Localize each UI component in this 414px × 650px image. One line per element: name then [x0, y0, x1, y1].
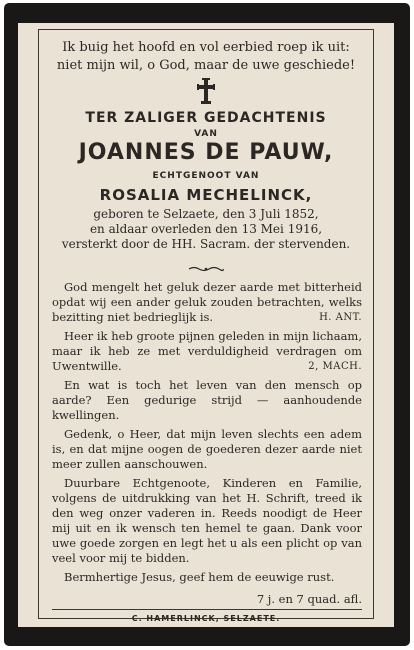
motto-line: Ik buig het hoofd en vol eerbied roep ik uit: [62, 40, 350, 55]
bio-line: geboren te Selzaete, den 3 Juli 1852, [93, 207, 319, 221]
indulgence-note: 7 j. en 7 quad. afl. [256, 592, 362, 606]
heading-ter-zaliger: TER ZALIGER GEDACHTENIS [85, 110, 327, 126]
latin-cross-icon [18, 78, 394, 108]
motto-line: niet mijn wil, o God, maar de uwe geschiede! [56, 58, 356, 73]
paragraph-text: En wat is toch het leven van den mensch op aarde? Een gedurige strijd — aanhoudende kwellingen. [52, 378, 362, 422]
paragraph-reference: H. ANT. [319, 312, 362, 323]
bio-line: versterkt door de HH. Sacram. der stervenden. [61, 237, 351, 251]
deceased-name: JOANNES DE PAUW, [78, 140, 334, 165]
ornament-divider [188, 266, 224, 272]
paragraph-text: Duurbare Echtgenoote, Kinderen en Familie, volgens de uitdrukking van het H. Schrift, treed ik den weg onzer vaderen in. Reeds noodigt de Heer mij uit en ik wensch ten hemel te gaan. Dank voor uwe goede zorgen en legt het u als een plicht op van veel voor mij te bidden. [52, 476, 362, 565]
card-paper [18, 23, 394, 627]
prayer-paragraph [52, 329, 362, 374]
spouse-name: ROSALIA MECHELINCK, [99, 186, 313, 204]
motto [54, 39, 358, 75]
footer-divider [52, 609, 362, 610]
paragraph-text: Bermhertige Jesus, geef hem de eeuwige rust. [64, 570, 335, 584]
prayer-paragraph [52, 476, 362, 566]
prayer-paragraph [52, 427, 362, 472]
prayer-text [52, 280, 362, 589]
printer-imprint: C. HAMERLINCK, SELZAETE. [131, 614, 281, 623]
paragraph-text: Gedenk, o Heer, dat mijn leven slechts een adem is, en dat mijne oogen de goederen dezer aarde niet meer zullen aanschouwen. [52, 427, 362, 471]
heading-van: VAN [194, 129, 218, 139]
spouse-label: ECHTGENOOT VAN [152, 171, 260, 181]
paragraph-text: Heer ik heb groote pijnen geleden in mijn lichaam, maar ik heb ze met verduldigheid verdragen om Uwentwille. [52, 329, 362, 373]
paragraph-reference: 2, MACH. [308, 361, 362, 372]
prayer-paragraph [52, 378, 362, 423]
paragraph-text: God mengelt het geluk dezer aarde met bitterheid opdat wij een ander geluk zouden betrachten, welks bezitting niet bedrieglijk is. [52, 280, 362, 324]
bio-line: en aldaar overleden den 13 Mei 1916, [89, 222, 323, 236]
prayer-paragraph [52, 570, 362, 585]
prayer-paragraph [52, 280, 362, 325]
card-content [18, 23, 394, 627]
biography [48, 207, 364, 252]
memorial-card [4, 3, 410, 646]
